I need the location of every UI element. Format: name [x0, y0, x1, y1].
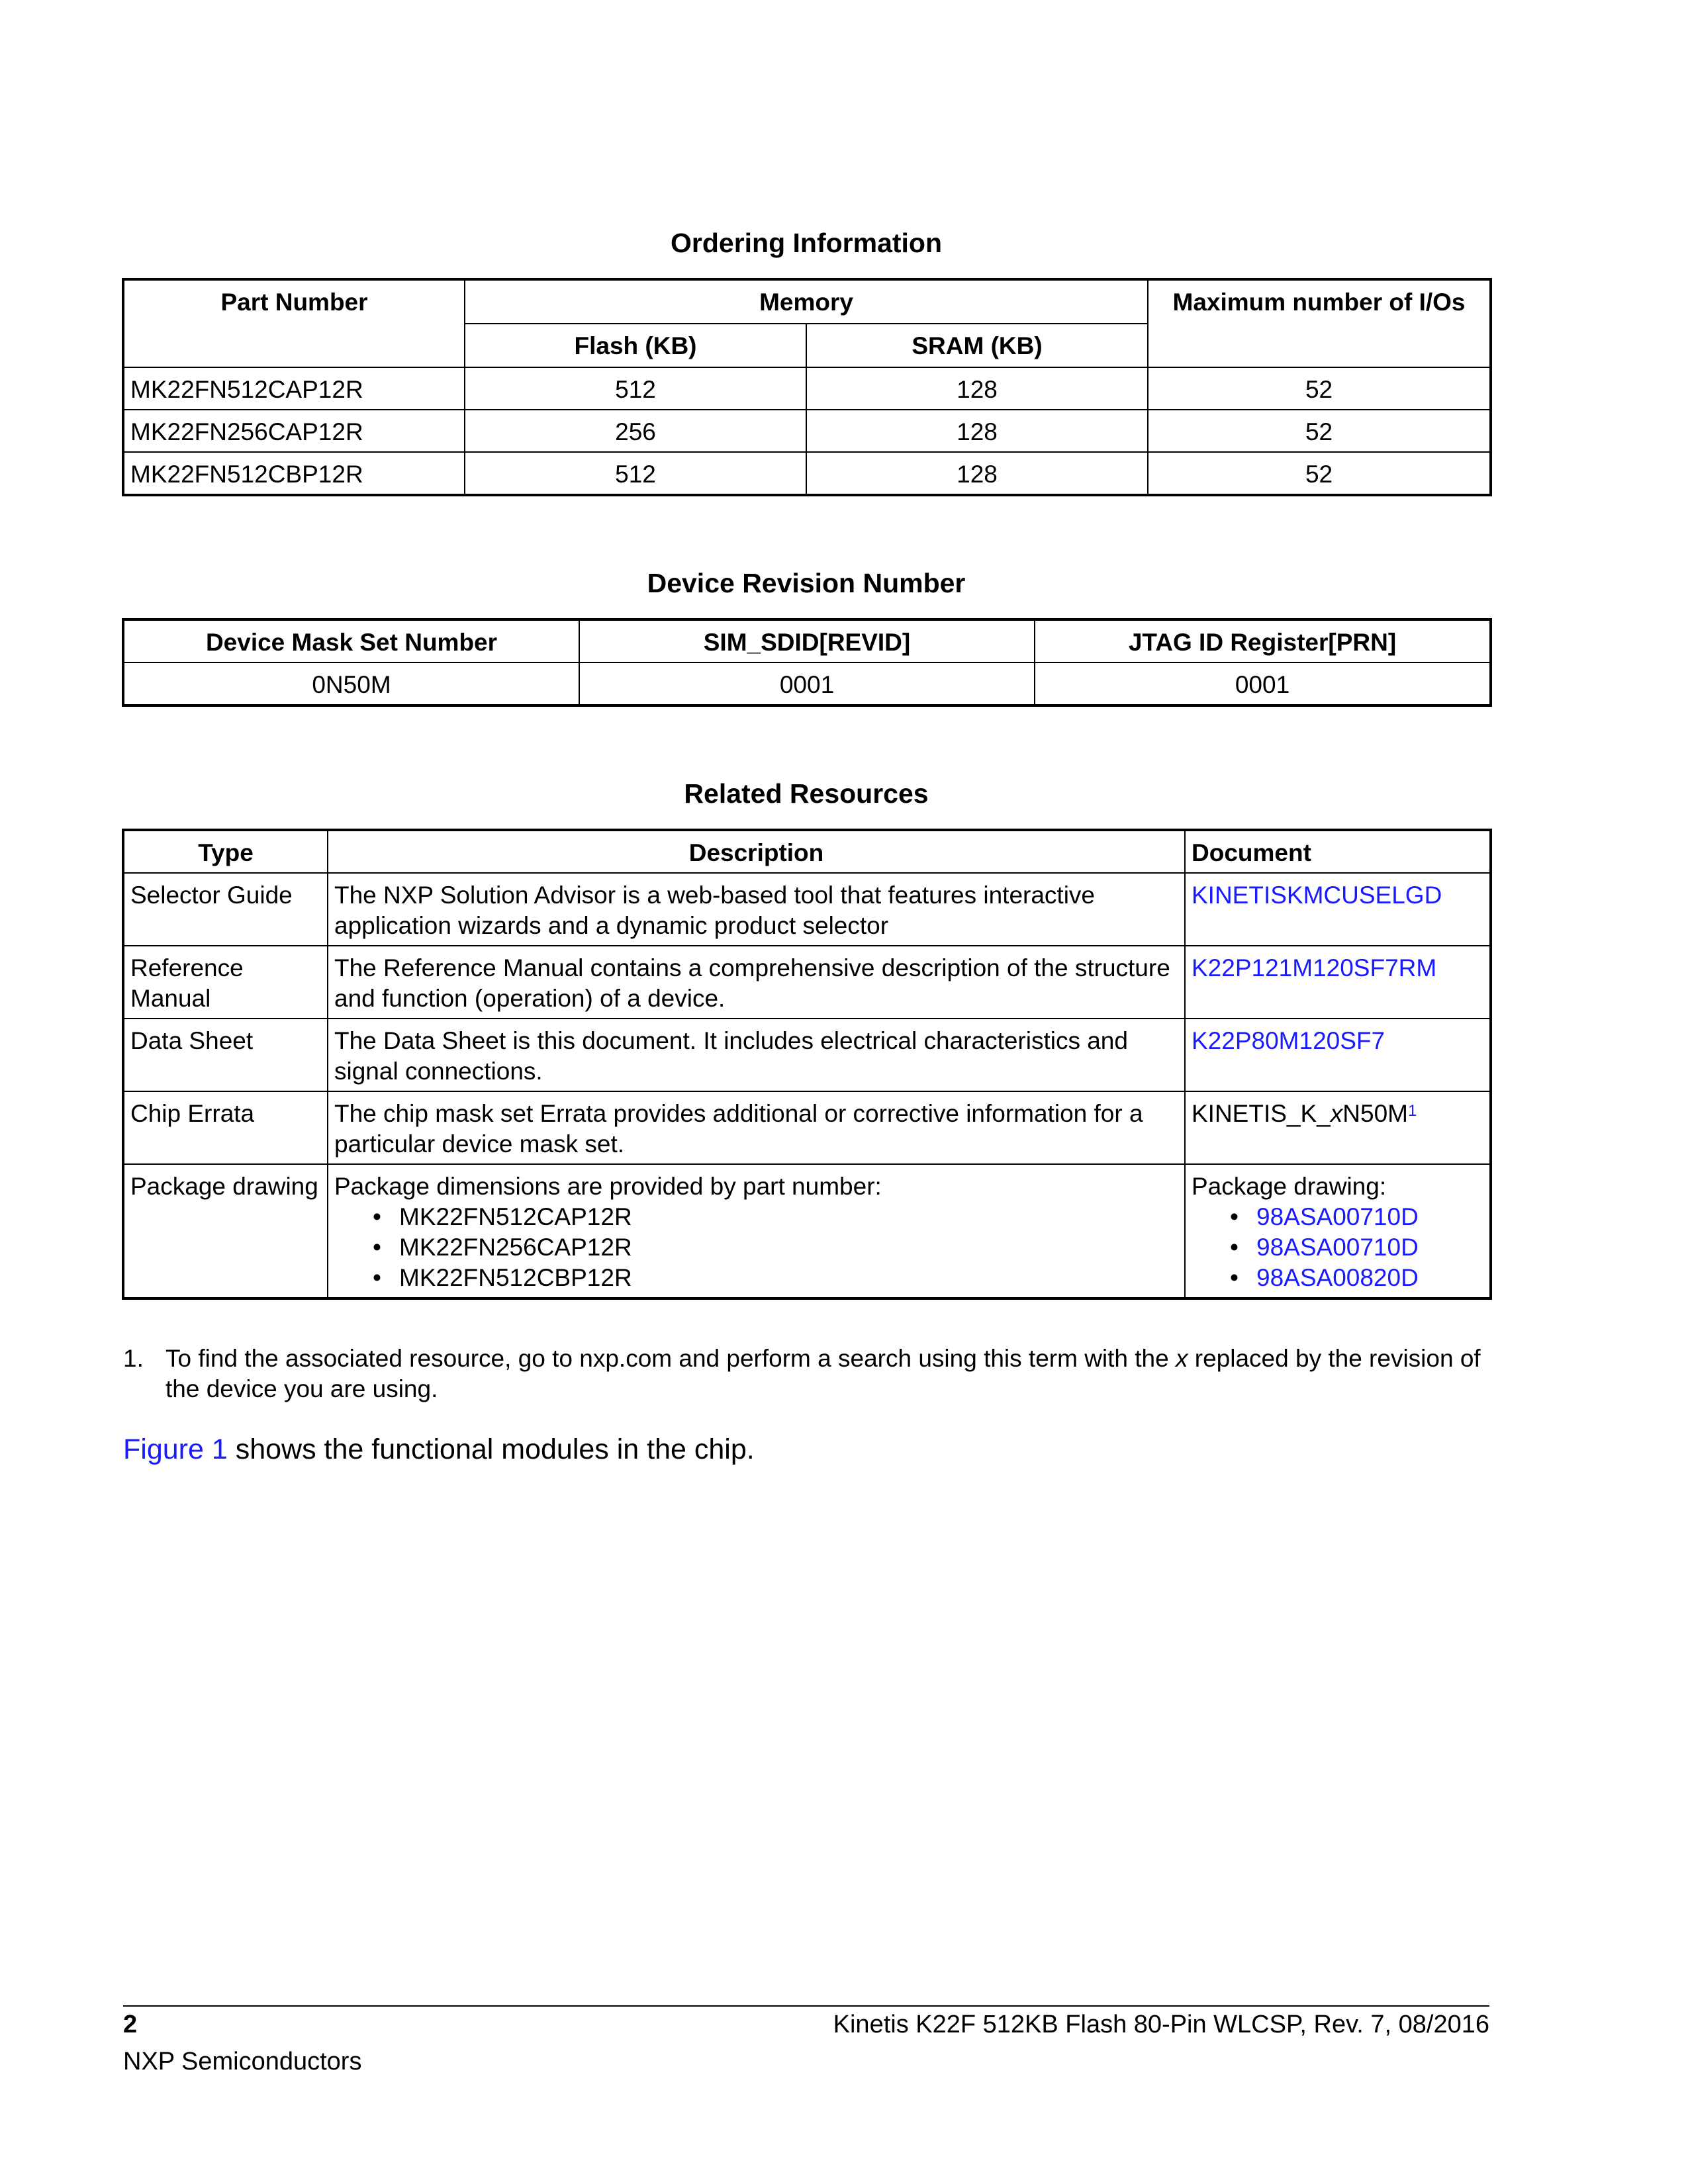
io-cell: 52: [1148, 452, 1490, 494]
errata-doc-prefix: KINETIS_K_: [1192, 1100, 1331, 1127]
package-document-cell: [1185, 1164, 1490, 1298]
footnote-text-before: To find the associated resource, go to nxp.com and perform a search using this term with the: [165, 1345, 1176, 1372]
type-cell: Chip Errata: [124, 1091, 328, 1164]
description-cell: The chip mask set Errata provides additional or corrective information for a particular device mask set.: [328, 1091, 1185, 1164]
resources-title: Related Resources: [684, 778, 929, 809]
header-memory: Memory: [465, 280, 1148, 324]
package-drawing-label: Package drawing:: [1192, 1173, 1387, 1200]
type-cell: Reference Manual: [124, 946, 328, 1019]
table-row: [124, 1019, 1490, 1091]
revision-table: [123, 619, 1491, 705]
errata-doc-italic: x: [1330, 1100, 1343, 1127]
errata-document-cell: [1185, 1091, 1490, 1164]
header-type: Type: [124, 831, 328, 873]
footnote-ref-link[interactable]: 1: [1407, 1102, 1417, 1120]
table-row: [124, 873, 1490, 946]
revision-title: Device Revision Number: [647, 568, 966, 598]
ordering-title: Ordering Information: [671, 228, 942, 258]
table-row: [124, 367, 1490, 410]
table-row: [124, 946, 1490, 1019]
description-cell: [328, 1164, 1185, 1298]
errata-doc-suffix: N50M: [1342, 1100, 1408, 1127]
package-description: Package dimensions are provided by part number:: [334, 1173, 882, 1200]
description-cell: The Data Sheet is this document. It includes electrical characteristics and signal connections.: [328, 1019, 1185, 1091]
header-flash: Flash (KB): [465, 324, 806, 367]
type-cell: Selector Guide: [124, 873, 328, 946]
header-sim-sdid: SIM_SDID[REVID]: [579, 620, 1035, 662]
package-drawing-link[interactable]: 98ASA00710D: [1256, 1203, 1419, 1230]
footnote-number: 1.: [123, 1345, 144, 1372]
header-description: Description: [328, 831, 1185, 873]
header-jtag-id: JTAG ID Register[PRN]: [1035, 620, 1490, 662]
header-document: Document: [1185, 831, 1490, 873]
reference-manual-link[interactable]: K22P121M120SF7RM: [1192, 954, 1437, 981]
header-max-io: Maximum number of I/Os: [1148, 280, 1490, 367]
part-number-cell: MK22FN512CAP12R: [124, 367, 465, 410]
figure-1-link[interactable]: Figure 1: [123, 1433, 228, 1465]
header-part-number: Part Number: [124, 280, 465, 367]
package-part-list: [334, 1202, 1178, 1293]
sram-cell: 128: [806, 410, 1148, 452]
sram-cell: 128: [806, 367, 1148, 410]
footnote-italic: x: [1176, 1345, 1188, 1372]
mask-set-cell: 0N50M: [124, 662, 579, 705]
selector-guide-link[interactable]: KINETISKMCUSELGD: [1192, 882, 1442, 909]
header-sram: SRAM (KB): [806, 324, 1148, 367]
io-cell: 52: [1148, 367, 1490, 410]
list-item: • MK22FN512CAP12R: [399, 1202, 1178, 1232]
footer-document-title: Kinetis K22F 512KB Flash 80-Pin WLCSP, Rev. 7, 08/2016: [833, 2011, 1489, 2038]
data-sheet-link[interactable]: K22P80M120SF7: [1192, 1027, 1385, 1054]
package-drawing-link[interactable]: 98ASA00710D: [1256, 1234, 1419, 1261]
resources-table: [123, 830, 1491, 1298]
type-cell: Package drawing: [124, 1164, 328, 1298]
figure-reference-text: shows the functional modules in the chip.: [227, 1433, 755, 1465]
list-item: • MK22FN512CBP12R: [399, 1263, 1178, 1293]
io-cell: 52: [1148, 410, 1490, 452]
type-cell: Data Sheet: [124, 1019, 328, 1091]
package-drawing-link[interactable]: 98ASA00820D: [1256, 1264, 1419, 1291]
table-row: [124, 1091, 1490, 1164]
footnote-text: [165, 1343, 1489, 1404]
table-row: [124, 410, 1490, 452]
footnote-text-after: replaced by the revision of the device you are using.: [165, 1345, 1481, 1402]
figure-reference: [123, 1433, 755, 1466]
table-row: [124, 1164, 1490, 1298]
description-cell: The Reference Manual contains a comprehensive description of the structure and function (operation) of a device.: [328, 946, 1185, 1019]
flash-cell: 256: [465, 410, 806, 452]
part-number-cell: MK22FN256CAP12R: [124, 410, 465, 452]
ordering-table: [123, 279, 1491, 495]
flash-cell: 512: [465, 452, 806, 494]
footer-divider: [123, 2005, 1489, 2007]
header-mask-set: Device Mask Set Number: [124, 620, 579, 662]
table-row: [124, 452, 1490, 494]
table-row: [124, 662, 1490, 705]
footer-company: NXP Semiconductors: [123, 2048, 362, 2075]
page-number: 2: [123, 2011, 138, 2038]
list-item: • MK22FN256CAP12R: [399, 1232, 1178, 1263]
part-number-cell: MK22FN512CBP12R: [124, 452, 465, 494]
package-drawing-list: [1192, 1202, 1483, 1293]
flash-cell: 512: [465, 367, 806, 410]
footnote: [123, 1343, 1489, 1404]
sram-cell: 128: [806, 452, 1148, 494]
revid-cell: 0001: [579, 662, 1035, 705]
prn-cell: 0001: [1035, 662, 1490, 705]
description-cell: The NXP Solution Advisor is a web-based tool that features interactive application wizards and a dynamic product selector: [328, 873, 1185, 946]
